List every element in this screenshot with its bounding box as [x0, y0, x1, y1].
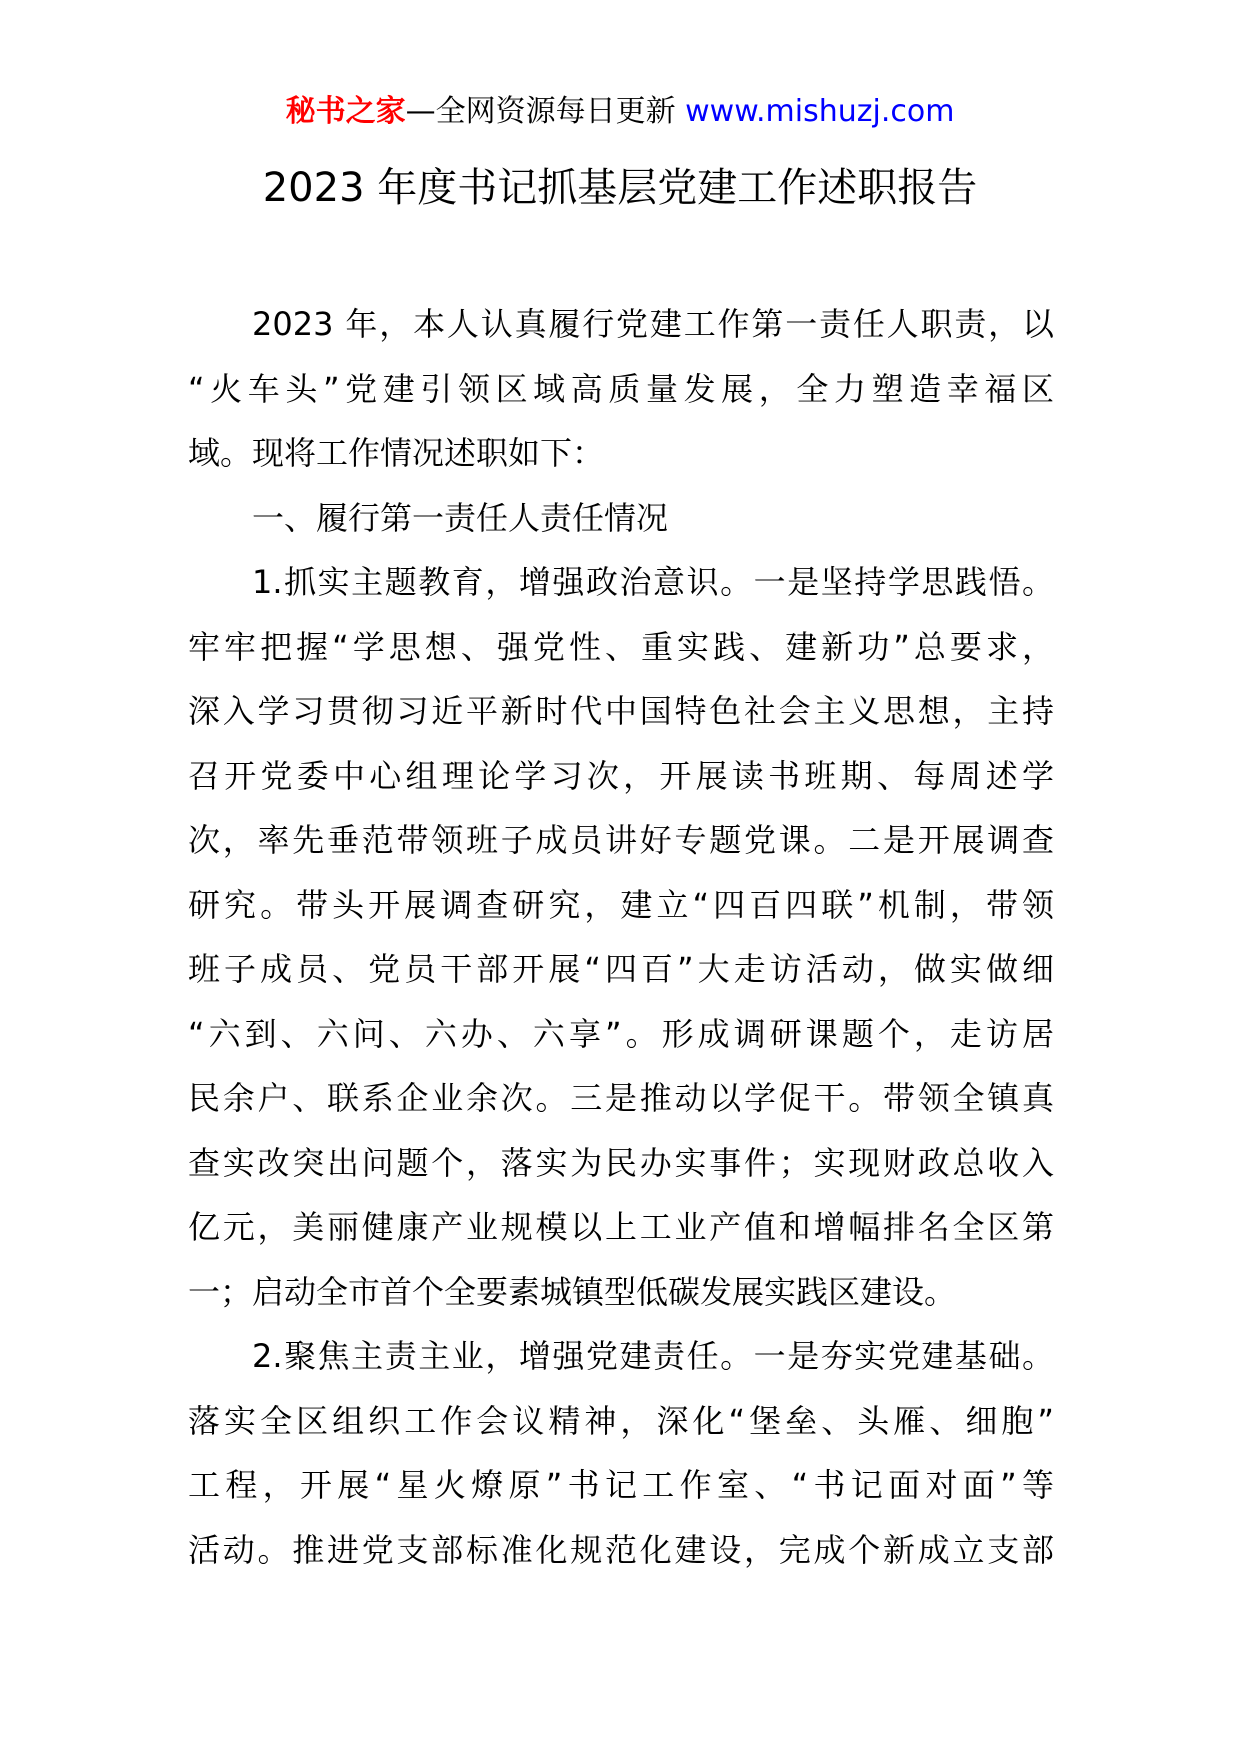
body-line: 民余户、联系企业余次。三是推动以学促干。带领全镇真 — [188, 1079, 1054, 1117]
body-line: 1.抓实主题教育，增强政治意识。一是坚持学思践悟。 — [252, 563, 1054, 601]
body-line: 亿元，美丽健康产业规模以上工业产值和增幅排名全区第 — [188, 1208, 1054, 1246]
site-url-link[interactable]: www.mishuzj.com — [685, 94, 955, 129]
document-body — [188, 292, 1054, 1582]
body-line: 深入学习贯彻习近平新时代中国特色社会主义思想，主持 — [188, 692, 1054, 730]
body-line: 域。现将工作情况述职如下： — [188, 434, 605, 472]
site-header — [0, 90, 1240, 134]
body-line: 查实改突出问题个，落实为民办实事件；实现财政总收入 — [188, 1143, 1054, 1182]
site-tagline: —全网资源每日更新 — [405, 94, 686, 129]
body-line: 召开党委中心组理论学习次，开展读书班期、每周述学 — [188, 756, 1054, 795]
body-line: 2023 年，本人认真履行党建工作第一责任人职责，以 — [252, 305, 1054, 343]
body-line: “火车头”党建引领区域高质量发展，全力塑造幸福区 — [188, 369, 1054, 408]
body-line: 活动。推进党支部标准化规范化建设，完成个新成立支部 — [188, 1530, 1054, 1569]
body-line: 工程，开展“星火燎原”书记工作室、“书记面对面”等 — [188, 1466, 1054, 1504]
section-heading: 一、履行第一责任人责任情况 — [252, 498, 669, 537]
body-line: 班子成员、党员干部开展“四百”大走访活动，做实做细 — [188, 950, 1054, 988]
body-line: 落实全区组织工作会议精神，深化“堡垒、头雁、细胞” — [188, 1401, 1054, 1440]
body-line: 次，率先垂范带领班子成员讲好专题党课。二是开展调查 — [188, 821, 1054, 859]
body-line: 牢牢把握“学思想、强党性、重实践、建新功”总要求， — [188, 627, 1054, 666]
body-line: “六到、六问、六办、六享”。形成调研课题个，走访居 — [188, 1014, 1054, 1053]
site-brand: 秘书之家 — [285, 94, 406, 129]
document-title: 2023 年度书记抓基层党建工作述职报告 — [262, 165, 978, 211]
body-line: 一；启动全市首个全要素城镇型低碳发展实践区建设。 — [188, 1272, 957, 1311]
body-line: 2.聚焦主责主业，增强党建责任。一是夯实党建基础。 — [252, 1337, 1054, 1375]
body-line: 研究。带头开展调查研究，建立“四百四联”机制，带领 — [188, 885, 1054, 924]
